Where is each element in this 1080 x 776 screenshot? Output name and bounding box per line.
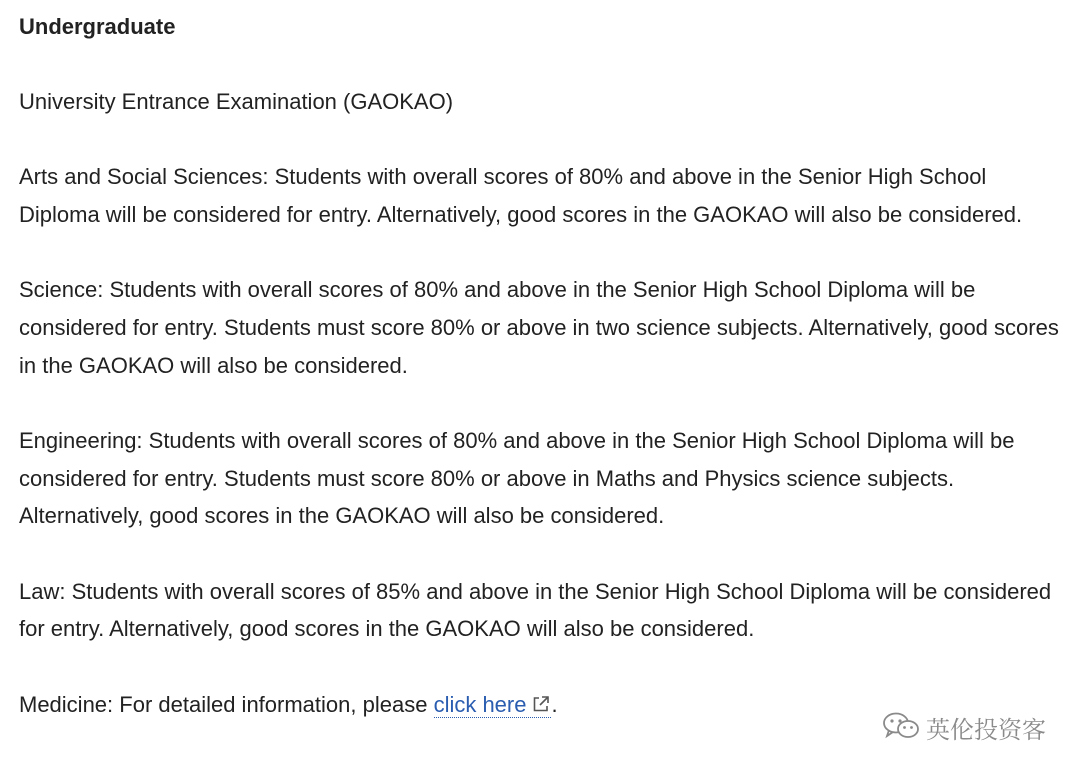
watermark-text: 英伦投资客 [926,715,1046,744]
external-link-icon [531,688,551,726]
section-heading: Undergraduate [19,14,176,39]
paragraph-arts: Arts and Social Sciences: Students with overall scores of 80% and above in the Senior High School Diploma will be considered for entry. Alternatively, good scores in the GAOKAO will also be considered. [19,164,1023,227]
medicine-text: Medicine: For detailed information, please [19,691,434,717]
medicine-link-label: click here [433,691,527,717]
paragraph-law: Law: Students with overall scores of 85% and above in the Senior High School Diploma will be considered for entry. Alternatively, good scores in the GAOKAO will also be considered. [19,578,1052,642]
paragraph-engineering: Engineering: Students with overall scores of 80% and above in the Senior High School Diploma will be considered for entry. Students must score 80% or above in Maths and Physics science subjects. Alternatively, good scores in the GAOKAO will also be considered. [19,427,1015,529]
paragraph-gaokao: University Entrance Examination (GAOKAO) [19,88,454,114]
medicine-link[interactable] [434,692,552,718]
wechat-icon [882,711,920,748]
watermark [882,711,1046,748]
paragraph-science: Science: Students with overall scores of 80% and above in the Senior High School Diploma will be considered for entry. Students must score 80% or above in two science subjects. Alternatively, good scores in the GAOKAO will also be considered. [19,277,1059,378]
medicine-suffix: . [551,691,558,717]
